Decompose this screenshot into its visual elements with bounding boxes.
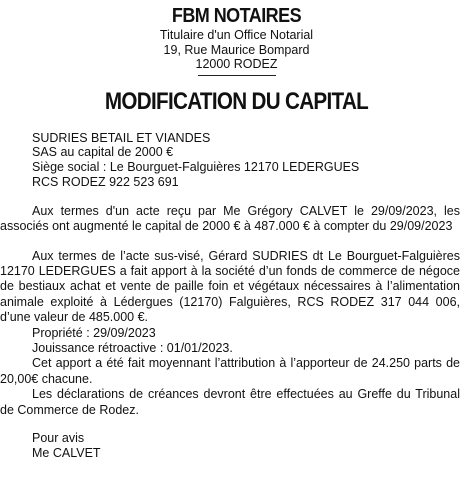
notice-title: MODIFICATION DU CAPITAL xyxy=(104,87,369,115)
header-divider xyxy=(198,75,276,76)
notary-city: 12000 RODEZ xyxy=(195,57,278,71)
company-capital: SAS au capital de 2000 € xyxy=(32,145,174,160)
paragraph-enjoyment: Jouissance rétroactive : 01/01/2023. xyxy=(32,340,233,355)
company-rcs: RCS RODEZ 922 523 691 xyxy=(32,174,179,189)
signature-pour-avis: Pour avis xyxy=(32,430,85,445)
paragraph-contribution: Aux termes de l’acte sus-visé, Gérard SUDRIES dt Le Bourguet-Falguières 12170 LEDERGUES a fait apport à la société d’un fonds de commerce de négoce de bestiaux achat et vente de paille foin et végétaux nécessaires à l’alimentation animale exploité à Lédergues (12170) Falguières, RCS RODEZ 317 044 006, d’une valeur de 485.000 €. xyxy=(0,248,460,325)
paragraph-claims: Les déclarations de créances devront être effectuées au Greffe du Tribunal de Commerce de Rodez. xyxy=(0,387,460,417)
company-registered-office: Siège social : Le Bourguet-Falguières 12170 LEDERGUES xyxy=(32,160,360,175)
company-block xyxy=(32,131,473,190)
legal-notice-page xyxy=(0,4,473,477)
paragraph-ownership: Propriété : 29/09/2023 xyxy=(32,325,156,340)
notice-body xyxy=(0,204,473,418)
signature-block xyxy=(32,431,473,461)
paragraph-share-allocation: Cet apport a été fait moyennant l’attribution à l’apporteur de 24.250 parts de 20,00€ chacune. xyxy=(0,356,460,386)
notary-title: Titulaire d'un Office Notarial xyxy=(159,28,314,42)
company-name: SUDRIES BETAIL ET VIANDES xyxy=(32,130,211,145)
signature-name: Me CALVET xyxy=(32,445,101,460)
notary-street: 19, Rue Maurice Bompard xyxy=(163,42,310,57)
paragraph-capital-increase: Aux termes d'un acte reçu par Me Grégory CALVET le 29/09/2023, les associés ont augmenté le capital de 2000 € à 487.000 € à compter du 29/09/2023 xyxy=(0,203,460,234)
notary-header xyxy=(0,4,473,76)
notary-name: FBM NOTAIRES xyxy=(171,5,302,27)
